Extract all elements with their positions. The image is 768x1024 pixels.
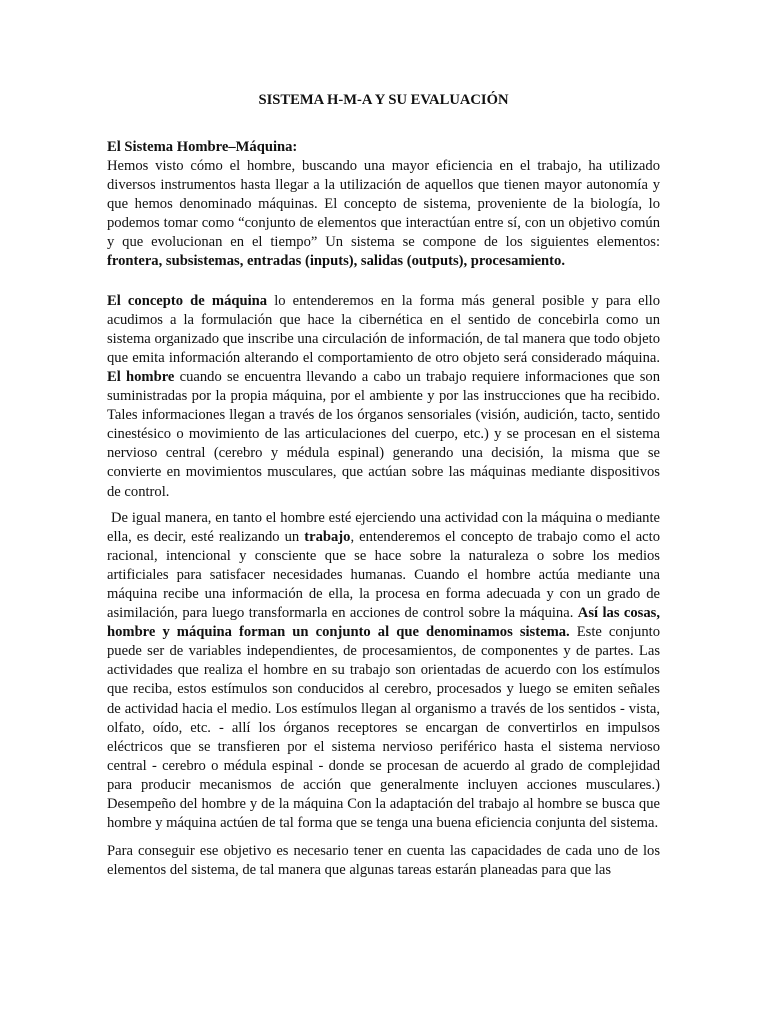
paragraph-3 [107, 509, 660, 834]
paragraph-3-text-b: , entenderemos el concepto de trabajo como el acto racional, intencional y consciente que se hace sobre la naturaleza o sobre los medios artificiales para satisfacer necesidades humanas. Cuando el hombre actúa mediante una máquina recibe una información de ella, la procesa en forma adecuada y con un grado de asimilación, para luego transformarla en acciones de control sobre la máquina. [107, 528, 661, 622]
paragraph-3-bold-work: trabajo [304, 528, 351, 545]
section-heading: El Sistema Hombre–Máquina: [107, 139, 298, 155]
paragraph-2-bold-machine: El concepto de máquina [107, 292, 268, 309]
paragraph-1-text: Hemos visto cómo el hombre, buscando una mayor eficiencia en el trabajo, ha utilizado diversos instrumentos hasta llegar a la utilización de aquellos que tienen mayor autonomía y que hemos denominado máquinas. El concepto de sistema, proveniente de la biología, lo podemos tomar como “conjunto de elementos que interactúan entre sí, con un objetivo común y que evolucionan en el tiempo” Un sistema se compone de los siguientes elementos: [107, 158, 660, 251]
paragraph-3-text-a: De igual manera, en tanto el hombre esté ejerciendo una actividad con la máquina o mediante ella, es decir, esté realizando un [107, 509, 660, 545]
paragraph-2-text-b: cuando se encuentra llevando a cabo un trabajo requiere informaciones que son suministradas por la propia máquina, por el ambiente y por las instrucciones que ha recibido. Tales informaciones llegan a través de los órganos sensoriales (visión, audición, tacto, sentido cinestésico o movimiento de las articulaciones del cuerpo, etc.) y se procesan en el sistema nervioso central (cerebro y médula espinal) generando una decisión, la misma que se convierte en movimientos musculares, que actúan sobre las máquinas mediante dispositivos de control. [107, 368, 660, 500]
paragraph-1 [107, 157, 660, 272]
paragraph-2-text-a: lo entenderemos en la forma más general posible y para ello acudimos a la formulación que hace la cibernética en el sentido de concebirla como un sistema organizado que inscribe una circulación de información, de tal manera que todo objeto que emita información alterando el comportamiento de otro objeto será considerado máquina. [107, 292, 660, 366]
document-title: SISTEMA H-M-A Y SU EVALUACIÓN [258, 92, 509, 108]
paragraph-4: Para conseguir ese objetivo es necesario tener en cuenta las capacidades de cada uno de los elementos del sistema, de tal manera que algunas tareas estarán planeadas para que las [107, 843, 660, 879]
paragraph-1-bold-elements: frontera, subsistemas, entradas (inputs), salidas (outputs), procesamiento. [107, 253, 565, 270]
document-page [107, 90, 660, 880]
paragraph-2-bold-man: El hombre [107, 368, 175, 385]
paragraph-2 [107, 292, 660, 502]
paragraph-3-bold-system: Así las cosas, hombre y máquina forman un conjunto al que denominamos sistema. [107, 605, 660, 641]
paragraph-3-text-c: Este conjunto puede ser de variables independientes, de procesamientos, de componentes y de partes. Las actividades que realiza el hombre en su trabajo son orientadas de acuerdo con los estímulos que reciba, estos estímulos son conducidos al cerebro, procesados y luego se emiten señales de actividad hacia el medio. Los estímulos llegan al organismo a través de los sentidos - vista, olfato, oído, etc. - allí los órganos receptores se encargan de convertirlos en impulsos eléctricos que se transfieren por el sistema nervioso periférico hasta el sistema nervioso central - cerebro o médula espinal - donde se procesan de acuerdo al grado de complejidad para producir mecanismos de acción que generalmente incluyen acciones musculares.) Desempeño del hombre y de la máquina Con la adaptación del trabajo al hombre se busca que hombre y máquina actúen de tal forma que se tenga una buena eficiencia conjunta del sistema. [107, 624, 660, 832]
